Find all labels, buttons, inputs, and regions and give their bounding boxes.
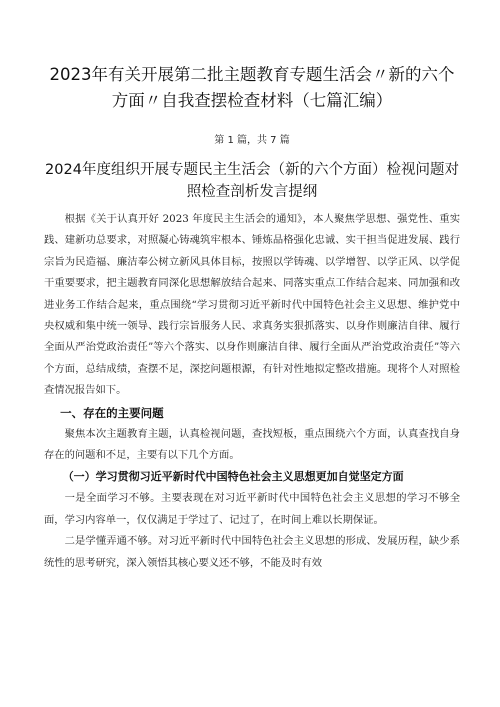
document-title: 2023年有关开展第二批主题教育专题生活会〃新的六个方面〃自我查摆检查材料（七篇汇编） [49,65,455,110]
problems-intro-paragraph: 聚焦本次主题教育主题，认真检视问题，查找短板，重点围绕六个方面，认真查找自身存在的问题和不足，主要有以下几个方面。 [44,427,460,462]
section-title: 2024年度组织开展专题民主生活会（新的六个方面）检视问题对照检查剖析发言提纲 [45,162,459,200]
heading-study-section: （一）学习贯彻习近平新时代中国特色社会主义思想更加自觉坚定方面 [62,470,404,484]
point-one-paragraph: 一是全面学习不够。主要表现在对习近平新时代中国特色社会主义思想的学习不够全面，学习内容单一，仅仅满足于学过了、记过了，在时间上难以长期保证。 [44,492,460,526]
heading-main-problems: 一、存在的主要问题 [60,405,164,420]
intro-paragraph: 根据《关于认真开好 2023 年度民主生活会的通知》，本人聚焦学思想、强党性、重实践、建新功总要求，对照凝心铸魂筑牢根本、锤炼品格强化忠诚、实干担当促进发展、践行宗旨为民造福、廉洁奉公树立新风具体目标，按照以学铸魂、以学增智、以学正风、以学促干重要要求，把主题教育同深化思想解放结合起来、同落实重点工作结合起来、同加强和改进业务工作结合起来，重点围绕“学习贯彻习近平新时代中国特色社会主义思想、维护党中央权威和集中统一领导、践行宗旨服务人民、求真务实狠抓落实、以身作则廉洁自律、履行全面从严治党政治责任”等六个落实、以身作则廉洁自律、履行全面从严治党政治责任”等六个方面，总结成绩，查摆不足，深挖问题根源，有针对性地拟定整改措施。现将个人对照检查情况报告如下。 [44,213,460,397]
page-counter: 第 1 篇，共 7 篇 [214,135,290,146]
point-two-paragraph: 二是学懂弄通不够。对习近平新时代中国特色社会主义思想的形成、发展历程，缺少系统性的思考研究，深入领悟其核心要义还不够，不能及时有效 [44,535,460,569]
